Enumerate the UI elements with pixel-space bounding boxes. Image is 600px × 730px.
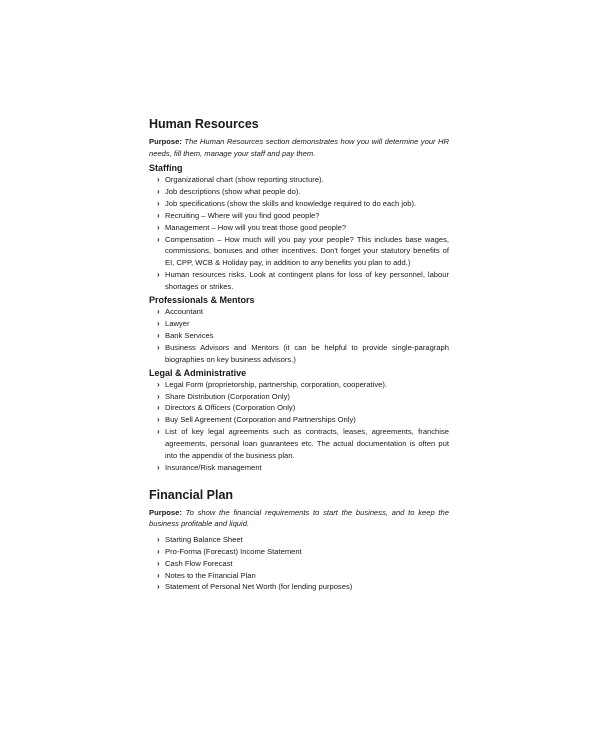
list-item-text: Starting Balance Sheet	[165, 534, 243, 544]
list-item	[157, 198, 449, 210]
chevron-right-icon: ›	[157, 546, 160, 556]
section-title-human-resources: Human Resources	[149, 117, 259, 131]
chevron-right-icon: ›	[157, 186, 160, 196]
list-item	[157, 306, 449, 318]
list-item-text: Recruiting – Where will you find good people?	[165, 210, 320, 220]
list-item-text: Notes to the Financial Plan	[165, 570, 256, 580]
list-item	[157, 534, 449, 546]
professionals-list	[149, 306, 449, 366]
list-item-text: Job descriptions (show what people do).	[165, 186, 301, 196]
list-item	[157, 426, 449, 462]
list-item-text: Accountant	[165, 307, 203, 317]
list-item	[157, 546, 449, 558]
list-item	[157, 222, 449, 234]
list-item-text: Insurance/Risk management	[165, 462, 262, 472]
chevron-right-icon: ›	[157, 415, 160, 425]
chevron-right-icon: ›	[157, 234, 160, 244]
chevron-right-icon: ›	[157, 391, 160, 401]
chevron-right-icon: ›	[157, 582, 160, 592]
purpose-text: The Human Resources section demonstrates how you will determine your HR needs, fill them, manage your staff and pay them.	[149, 137, 449, 158]
list-item	[157, 234, 449, 270]
list-item-text: Lawyer	[165, 318, 190, 328]
staffing-list	[149, 174, 449, 293]
chevron-right-icon: ›	[157, 379, 160, 389]
chevron-right-icon: ›	[157, 222, 160, 232]
list-item	[157, 379, 449, 391]
list-item	[157, 174, 449, 186]
chevron-right-icon: ›	[157, 558, 160, 568]
hr-purpose	[149, 136, 449, 159]
list-item-text: Cash Flow Forecast	[165, 558, 233, 568]
list-item-text: Business Advisors and Mentors (it can be helpful to provide single-paragraph biographies on key business advisors.)	[165, 342, 449, 364]
list-item	[157, 570, 449, 582]
chevron-right-icon: ›	[157, 570, 160, 580]
list-item	[157, 210, 449, 222]
list-item	[157, 342, 449, 366]
list-item-text: Directors & Officers (Corporation Only)	[165, 403, 296, 413]
chevron-right-icon: ›	[157, 270, 160, 280]
list-item-text: Management – How will you treat those good people?	[165, 222, 347, 232]
document-content	[149, 117, 449, 595]
chevron-right-icon: ›	[157, 427, 160, 437]
subheading-professionals: Professionals & Mentors	[149, 295, 255, 306]
chevron-right-icon: ›	[157, 307, 160, 317]
list-item-text: Job specifications (show the skills and knowledge required to do each job).	[165, 198, 417, 208]
list-item-text: Share Distribution (Corporation Only)	[165, 391, 290, 401]
chevron-right-icon: ›	[157, 330, 160, 340]
list-item-text: Legal Form (proprietorship, partnership, corporation, cooperative).	[165, 379, 388, 389]
purpose-label: Purpose:	[149, 137, 182, 146]
financial-purpose	[149, 507, 449, 530]
list-item-text: Organizational chart (show reporting structure).	[165, 175, 324, 184]
chevron-right-icon: ›	[157, 210, 160, 220]
chevron-right-icon: ›	[157, 462, 160, 472]
section-title-financial-plan: Financial Plan	[149, 487, 234, 502]
chevron-right-icon: ›	[157, 342, 160, 352]
list-item-text: Bank Services	[165, 330, 214, 340]
subheading-staffing: Staffing	[149, 163, 183, 173]
chevron-right-icon: ›	[157, 534, 160, 544]
chevron-right-icon: ›	[157, 198, 160, 208]
list-item-text: Compensation – How much will you pay your people? This includes base wages, commissions, bonuses and other incentives. Don't forget your statutory benefits of EI, CPP, WCB & Holiday pay, in addition to any benefits you plan to add.)	[165, 234, 449, 268]
financial-list	[149, 534, 449, 594]
legal-list	[149, 379, 449, 474]
subheading-legal: Legal & Administrative	[149, 367, 247, 378]
chevron-right-icon: ›	[157, 403, 160, 413]
list-item	[157, 414, 449, 426]
list-item	[157, 269, 449, 293]
chevron-right-icon: ›	[157, 318, 160, 328]
purpose-text: To show the financial requirements to start the business, and to keep the business profitable and liquid.	[149, 507, 449, 529]
list-item-text: Statement of Personal Net Worth (for lending purposes)	[165, 582, 353, 592]
list-item	[157, 581, 449, 593]
list-item	[157, 391, 449, 403]
list-item-text: List of key legal agreements such as contracts, leases, agreements, franchise agreements, personal loan guarantees etc. The actual documentation is often put into the appendix of the business plan.	[165, 427, 449, 461]
list-item-text: Human resources risks. Look at contingent plans for loss of key personnel, labour shortages or strikes.	[165, 270, 449, 292]
purpose-label: Purpose:	[149, 507, 182, 517]
list-item	[157, 186, 449, 198]
list-item	[157, 330, 449, 342]
list-item	[157, 318, 449, 330]
list-item-text: Pro-Forma (Forecast) Income Statement	[165, 546, 302, 556]
chevron-right-icon: ›	[157, 175, 160, 184]
list-item	[157, 402, 449, 414]
list-item	[157, 558, 449, 570]
list-item-text: Buy Sell Agreement (Corporation and Partnerships Only)	[165, 415, 356, 425]
list-item	[157, 462, 449, 474]
